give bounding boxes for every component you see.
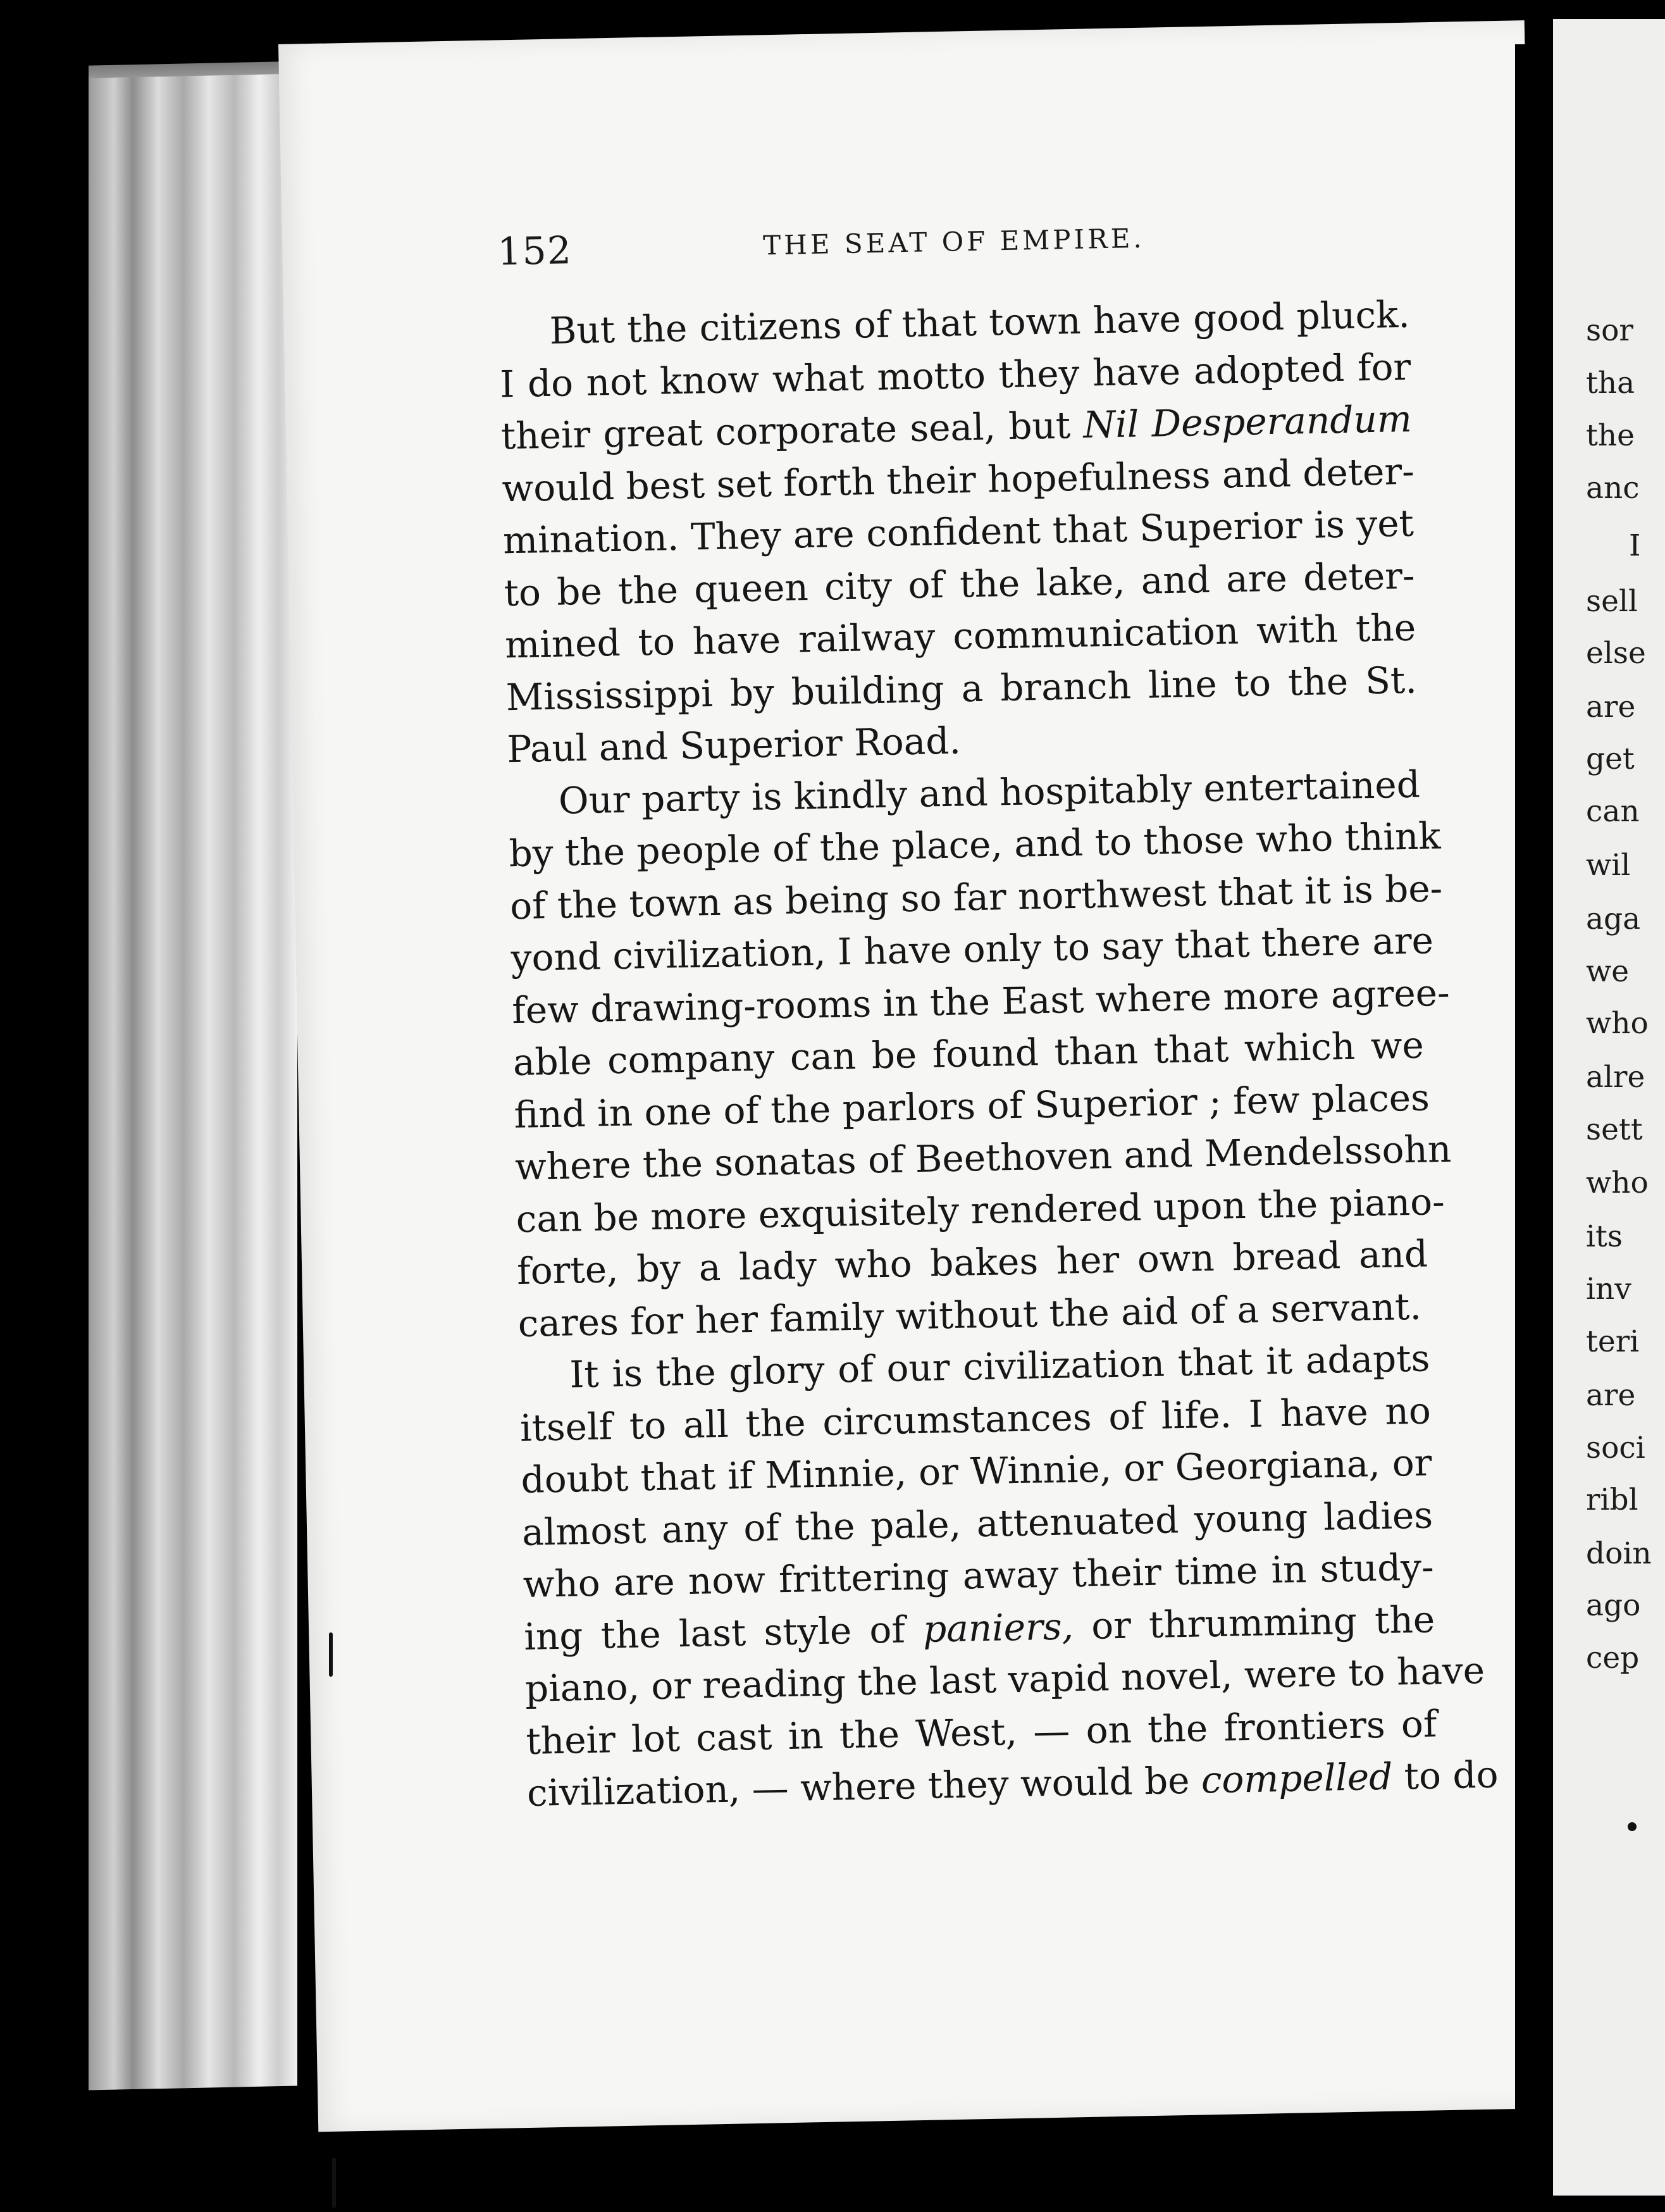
text-span: ing the last style of (523, 1607, 924, 1658)
text-span: civilization, — where they would be (526, 1758, 1202, 1815)
text-line: by the people of the place, and to those who think (508, 814, 1442, 876)
body-text (498, 289, 1499, 1820)
text-line: who are now frittering away their time in study- (523, 1545, 1435, 1606)
facing-page-fragment: else (1586, 636, 1646, 671)
facing-page-fragment: sett (1586, 1112, 1643, 1147)
facing-page-fragment: doin (1586, 1536, 1652, 1571)
facing-page-fragment: can (1586, 794, 1640, 829)
text-line: It is the glory of our civilization that it adapts (569, 1336, 1430, 1396)
facing-page-fragment: are (1586, 1378, 1636, 1413)
facing-page-fragment: aga (1586, 902, 1641, 936)
scan-mark (329, 1632, 333, 1677)
text-line: doubt that if Minnie, or Winnie, or Georgiana, or (520, 1441, 1433, 1502)
text-line: yond civilization, I have only to say that there are (511, 919, 1434, 980)
text-line: I do not know what motto they have adopted for (499, 345, 1411, 406)
facing-page-fragment: who (1586, 1165, 1649, 1200)
text-line: Mississippi by building a branch line to the St. (505, 658, 1418, 719)
running-head: THE SEAT OF EMPIRE. (762, 222, 1146, 261)
italic-text: compelled (1201, 1755, 1393, 1802)
text-line: cares for her family without the aid of a servant. (517, 1284, 1422, 1345)
facing-page-fragment: teri (1586, 1324, 1640, 1359)
text-line: mination. They are confident that Superior is yet (502, 501, 1414, 562)
text-line: piano, or reading the last vapid novel, were to have (524, 1648, 1485, 1710)
facing-page-fragment: the (1586, 418, 1635, 453)
facing-page-fragment: we (1586, 954, 1630, 989)
text-line: But the citizens of that town have good pluck. (549, 292, 1411, 352)
facing-page-fragment: tha (1586, 366, 1635, 401)
text-line: itself to all the circumstances of life. I have no (519, 1388, 1432, 1450)
facing-page-fragment: inv (1586, 1272, 1631, 1307)
text-span: to do (1392, 1753, 1499, 1798)
facing-page-fragment: wil (1586, 848, 1631, 883)
facing-page-fragment: cep (1586, 1641, 1640, 1675)
facing-page-fragment: sor (1586, 313, 1633, 348)
page-number: 152 (497, 228, 573, 275)
scan-mark (332, 2158, 336, 2208)
text-line: forte, by a lady who bakes her own bread and (516, 1232, 1428, 1293)
facing-page-fragment: its (1586, 1219, 1623, 1254)
facing-page-fragment: soci (1586, 1431, 1645, 1465)
text-span: their great corporate seal, but (500, 403, 1084, 458)
paragraph (519, 1332, 1499, 1819)
facing-page-fragment: anc (1586, 471, 1640, 506)
facing-page-fragment: get (1586, 742, 1635, 776)
facing-page-fragment: sell (1586, 584, 1638, 619)
italic-text: paniers, (922, 1604, 1074, 1651)
facing-page-fragment: ribl (1586, 1482, 1638, 1517)
facing-page-dot (1628, 1822, 1637, 1831)
facing-page-fragment: alre (1586, 1060, 1645, 1095)
paragraph (498, 289, 1418, 776)
book-gutter (1515, 44, 1553, 2208)
facing-page-fragment: are (1586, 690, 1636, 724)
italic-text: Nil Desperandum (1082, 397, 1413, 447)
text-line: would best set forth their hopefulness and deter- (501, 449, 1415, 510)
paragraph (507, 758, 1452, 1350)
facing-page (1553, 19, 1665, 2196)
text-line: where the sonatas of Beethoven and Mendelssohn (514, 1127, 1452, 1189)
text-line: of the town as being so far northwest that it is be- (509, 866, 1443, 928)
text-line: Our party is kindly and hospitably entertained (558, 762, 1421, 823)
text-line: few drawing-rooms in the East where more agree- (511, 971, 1451, 1032)
text-line: Paul and Superior Road. (506, 719, 962, 771)
text-line: can be more exquisitely rendered upon the piano- (516, 1179, 1445, 1241)
facing-page-fragment: who (1586, 1006, 1649, 1041)
book-page (278, 20, 1564, 2132)
facing-page-fragment: I (1629, 528, 1641, 563)
text-line: to be the queen city of the lake, and are deter- (504, 554, 1416, 614)
text-line: able company can be found than that which we (512, 1023, 1425, 1084)
text-line: almost any of the pale, attenuated young ladies (521, 1493, 1433, 1554)
page-header (497, 212, 1447, 281)
text-line: their lot cast in the West, — on the frontiers of (525, 1701, 1437, 1763)
text-line: mined to have railway communication with the (504, 606, 1416, 667)
facing-page-fragment: ago (1586, 1588, 1641, 1623)
book-page-edges (89, 74, 297, 2091)
text-line: find in one of the parlors of Superior ; few places (513, 1075, 1430, 1136)
text-span: or thrumming the (1073, 1597, 1435, 1648)
